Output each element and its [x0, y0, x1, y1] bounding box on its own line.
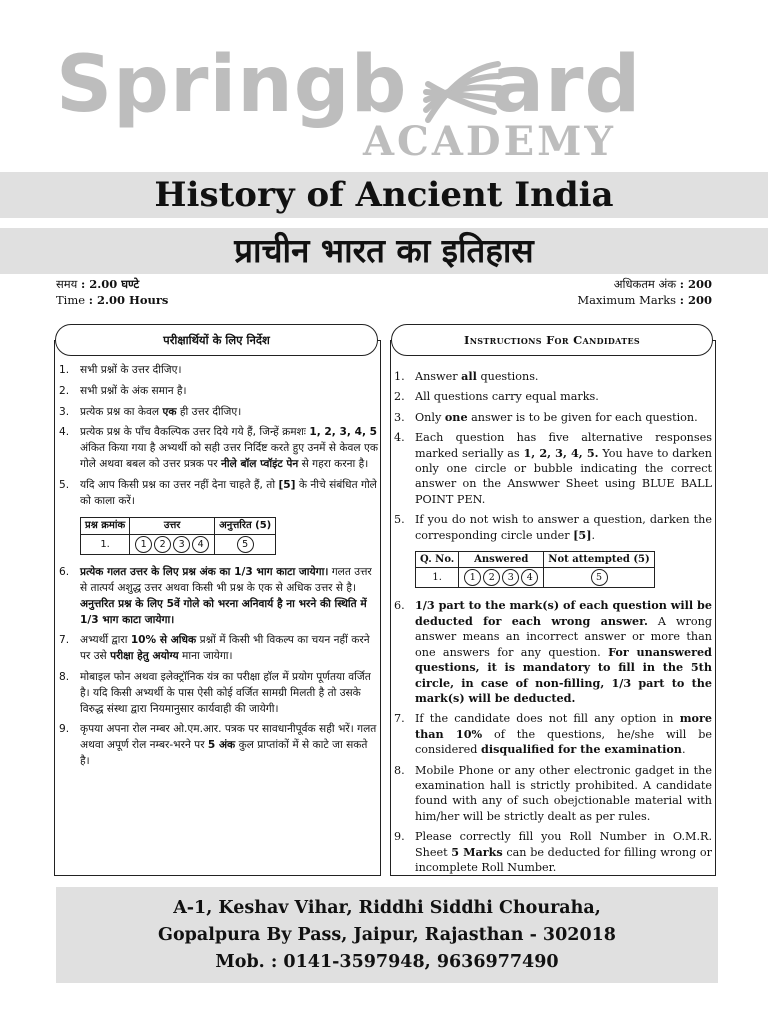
instruction-item [59, 384, 379, 400]
instruction-text: disqualified for the examination [481, 742, 682, 757]
instruction-item [394, 598, 712, 706]
hindi-instructions-panel [54, 333, 381, 876]
english-instructions-panel [390, 333, 716, 876]
omr-header-cell: प्रश्न क्रमांक [81, 518, 130, 535]
instruction-text: Mobile Phone or any other electronic gadget in the examination hall is strictly prohibited. A candidate found with any of such obejctionable material with him/her will be strictly dealt as per rules. [415, 763, 712, 823]
instruction-item [394, 711, 712, 757]
instruction-text: of the questions, he/she will be considered [415, 727, 712, 757]
instruction-text: [5] [573, 527, 592, 542]
omr-header-cell: Answered [459, 552, 544, 568]
instruction-text: अंकित किया गया है अभ्यर्थी को सही उत्तर निर्दिष्ट करते हुए उनमें से केवल एक गोले अथवा बबल को उत्तर प्रत्रक पर [80, 442, 378, 470]
instruction-number: 4. [394, 431, 405, 445]
instruction-text: गलत उत्तर से तात्पर्य अशुद्ध उत्तर अथवा किसी भी प्रश्न के एक से अधिक उत्तर से है। [80, 566, 372, 594]
omr-bubble: 2 [483, 569, 500, 586]
instruction-number: 9. [59, 723, 70, 736]
omr-bubble: 1 [464, 569, 481, 586]
instruction-item [394, 410, 712, 425]
instruction-text: प्रत्येक प्रश्न का केवल [80, 405, 163, 418]
title-band-hindi [0, 228, 768, 274]
instruction-text: 5 अंक [207, 739, 236, 752]
time-info: समय : 2.00 घण्टे Time : 2.00 Hours [56, 277, 169, 307]
omr-answer-bubbles [130, 535, 215, 555]
instruction-text: all [461, 369, 477, 383]
instruction-text: You have to darken only one circle or bubble indicating the correct answer on the Answwer Sheet using BLUE BALL POINT PEN. [415, 446, 712, 506]
instruction-number: 3. [394, 410, 405, 424]
omr-question-number: 1. [416, 568, 459, 588]
instruction-text: Answer [415, 370, 462, 383]
page-title: History of Ancient India [154, 175, 614, 215]
instruction-item [59, 363, 379, 379]
hindi-instructions-list [59, 363, 379, 775]
omr-answer-bubbles [459, 568, 544, 588]
instruction-text: 1, 2, 3, 4, 5. [523, 445, 599, 460]
instruction-item [394, 369, 712, 384]
omr-bubble: 1 [135, 536, 152, 553]
omr-bubble: 4 [521, 569, 538, 586]
instruction-text: Only [415, 410, 445, 424]
instruction-number: 7. [59, 634, 70, 647]
instruction-text: Each question has five alternative responses marked serially as [415, 431, 712, 460]
title-band-english [0, 172, 768, 218]
omr-bubble: 3 [173, 536, 190, 553]
logo-academy: ACADEMY [363, 118, 616, 165]
hindi-instructions-heading: परीक्षार्थियों के लिए निर्देश [55, 324, 378, 356]
instruction-number: 9. [394, 830, 405, 844]
instruction-number: 6. [394, 599, 405, 613]
instruction-text: मोबाइल फोन अथवा इलेक्ट्रॉनिक यंत्र का परीक्षा हॉल में प्रयोग पूर्णतया वर्जित है। यदि किसी अभ्यर्थी के पास ऐसी कोई वर्जित सामग्री मिलती है तो उसके विरुद्ध संस्था द्वारा नियमानुसार कार्यवाही की जायेगी। [80, 670, 371, 715]
instruction-number: 8. [394, 763, 405, 777]
instruction-number: 6. [59, 566, 70, 579]
instruction-text: से गहरा करना है। [298, 457, 369, 470]
instruction-item [394, 512, 712, 588]
instruction-text: एक [162, 405, 177, 418]
instruction-item [59, 565, 379, 628]
instruction-number: 2. [394, 390, 405, 404]
omr-sample-table [80, 517, 276, 555]
instruction-text: 10% से अधिक [130, 634, 197, 647]
instruction-text: [5] [278, 478, 296, 491]
omr-header-cell: Q. No. [416, 552, 459, 568]
omr-question-number: 1. [81, 535, 130, 555]
instruction-number: 2. [59, 384, 70, 397]
instruction-text: one [444, 409, 468, 424]
instruction-text: 5 Marks [451, 844, 503, 859]
logo-wordmark: Springb ard [56, 40, 642, 130]
instruction-number: 5. [59, 478, 70, 491]
instruction-item [59, 425, 379, 472]
instruction-text: के नीचे संबंधित गोले को काला करें। [80, 478, 377, 507]
instruction-number: 5. [394, 513, 405, 527]
omr-bubble: 4 [192, 536, 209, 553]
instruction-text: Please correctly fill you Roll Number in O.M.R. Sheet [415, 830, 712, 859]
address-footer [56, 887, 718, 983]
instruction-text: प्रत्येक प्रश्न के पाँच वैकल्पिक उत्तर दिये गये हैं, जिन्हें क्रमशः [80, 426, 310, 439]
omr-not-attempted [215, 535, 276, 555]
instruction-text: अभ्यर्थी द्वारा [80, 634, 131, 647]
instruction-text: . [591, 528, 596, 542]
omr-bubble: 5 [237, 536, 254, 553]
instruction-text: If you do not wish to answer a question, darken the corresponding circle under [415, 513, 712, 542]
instruction-text: can be deducted for filling wrong or incomplete Roll Number. [415, 845, 712, 874]
marks-info: अधिकतम अंक : 200 Maximum Marks : 200 [577, 277, 712, 307]
instruction-item [59, 478, 379, 555]
instruction-number: 8. [59, 670, 70, 683]
instruction-item [59, 633, 379, 665]
phone-line: Mob. : 0141-3597948, 9636977490 [215, 952, 559, 972]
omr-bubble: 3 [502, 569, 519, 586]
instruction-text: प्रत्येक गलत उत्तर के लिए प्रश्न अंक का 1/3 भाग काटा जायेगा। [80, 566, 329, 579]
springboard-logo [0, 0, 768, 175]
address-line-2: Gopalpura By Pass, Jaipur, Rajasthan - 302018 [158, 925, 616, 945]
omr-sample-table [415, 551, 655, 588]
english-instructions-list [394, 369, 712, 880]
instruction-text: सभी प्रश्नों के अंक समान है। [80, 384, 187, 397]
instruction-text: नीले बॉल प्वॉइंट पेन [220, 457, 299, 470]
instruction-number: 7. [394, 712, 405, 726]
instruction-text: 1/3 part to the mark(s) of each question will be deducted for each wrong answer. [415, 598, 712, 628]
instruction-text: कृपया अपना रोल नम्बर ओ.एम.आर. पत्रक पर सावधानीपूर्वक सही भरें। गलत अथवा अपूर्ण रोल नम्बर-भरने पर [80, 723, 377, 752]
instruction-number: 1. [394, 370, 405, 383]
instruction-item [394, 389, 712, 404]
instruction-text: For unanswered questions, it is mandatory to fill in the 5th circle, in case of non-filling, 1/3 part to the mark(s) will be deducted. [415, 644, 712, 705]
instruction-text: ही उत्तर दीजिए। [176, 405, 242, 418]
instruction-text: If the candidate does not fill any option in [415, 712, 680, 726]
instruction-number: 4. [59, 426, 70, 439]
instruction-text: प्रश्नों में किसी भी विकल्प का चयन नहीं करने पर उसे [80, 634, 370, 663]
instruction-text: A wrong answer means an incorrect answer or more than one answers for any question. [415, 614, 712, 659]
omr-bubble: 5 [591, 569, 608, 586]
instruction-text: answer is to be given for each question. [467, 410, 698, 424]
omr-header-cell: अनुत्तरित (5) [215, 518, 276, 535]
instruction-text: सभी प्रश्नों के उत्तर दीजिए। [80, 364, 182, 376]
instruction-item [394, 829, 712, 875]
instruction-text: यदि आप किसी प्रश्न का उत्तर नहीं देना चाहते हैं, तो [80, 478, 279, 491]
instruction-number: 3. [59, 405, 70, 418]
instruction-item [59, 722, 379, 769]
instruction-text: . [681, 743, 686, 757]
instruction-text: माना जायेगा। [178, 650, 233, 663]
omr-bubble: 2 [154, 536, 171, 553]
page-title-hindi: प्राचीन भारत का इतिहास [234, 231, 534, 270]
instruction-item [394, 430, 712, 507]
instruction-text: 1, 2, 3, 4, 5 [309, 426, 378, 439]
instruction-text: परीक्षा हेतु अयोग्य [110, 650, 179, 663]
instruction-text: कुल प्राप्तांकों में से काटे जा सकते है। [80, 739, 368, 767]
instruction-text: questions. [476, 370, 539, 383]
instruction-item [59, 670, 379, 717]
omr-not-attempted [544, 568, 654, 588]
instruction-number: 1. [59, 364, 70, 376]
instruction-item [59, 405, 379, 421]
instruction-item [394, 763, 712, 825]
instruction-text: अनुत्तरित प्रश्न के लिए 5वें गोले को भरना अनिवार्य है ना भरने की स्थिति में 1/3 भाग काटा जायेगा। [80, 597, 367, 626]
address-line-1: A-1, Keshav Vihar, Riddhi Siddhi Chouraha, [173, 898, 601, 918]
instruction-text: more than 10% [415, 711, 712, 741]
instruction-text: All questions carry equal marks. [415, 390, 599, 404]
omr-header-cell: Not attempted (5) [544, 552, 654, 568]
english-instructions-heading: Instructions For Candidates [391, 324, 713, 356]
omr-header-cell: उत्तर [130, 518, 215, 535]
